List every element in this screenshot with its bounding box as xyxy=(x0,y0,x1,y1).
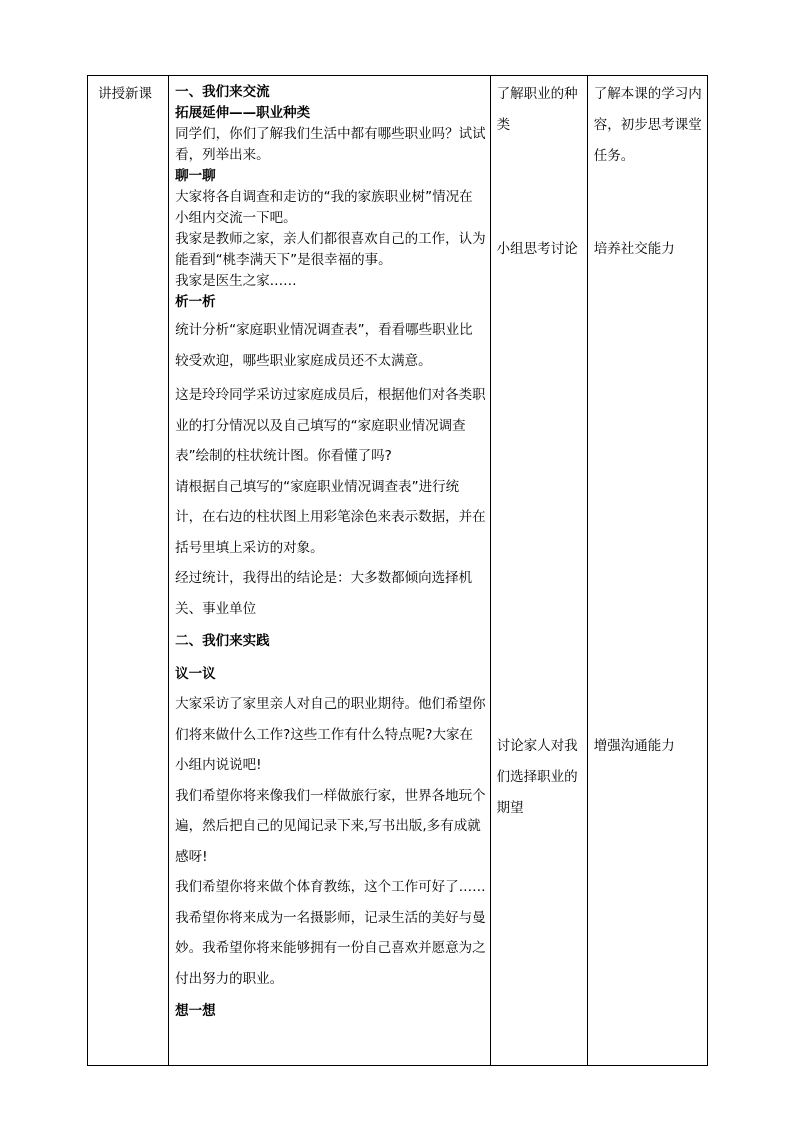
teaching-content xyxy=(169,76,490,1027)
table-row xyxy=(88,76,708,1066)
subsection-title: 议一议 xyxy=(175,665,216,682)
subsection-title: 想一想 xyxy=(175,1003,216,1019)
subsection-title: 聊一聊 xyxy=(175,168,216,184)
paragraph: 统计分析“家庭职业情况调查表”，看看哪些职业比较受欢迎，哪些职业家庭成员还不太满意。 xyxy=(175,322,473,369)
student-activity-cell xyxy=(490,76,587,1066)
paragraph: 我们希望你将来像我们一样做旅行家，世界各地玩个遍，然后把自己的见闻记录下来,写书出版,多有成就感呀! xyxy=(175,787,486,865)
paragraph: 同学们，你们了解我们生活中都有哪些职业吗？试试看，列举出来。 xyxy=(175,126,486,163)
paragraph: 大家将各自调查和走访的“我的家族职业树”情况在小组内交流一下吧。 xyxy=(175,189,473,226)
section-title: 二、我们来实践 xyxy=(175,633,270,649)
activity-text: 讨论家人对我们选择职业的期望 xyxy=(496,738,578,816)
goal-text: 了解本课的学习内容，初步思考课堂任务。 xyxy=(593,86,702,164)
paragraph: 我家是医生之家…… xyxy=(175,273,297,289)
paragraph: 我家是教师之家，亲人们都很喜欢自己的工作，认为能看到“桃李满天下”是很幸福的事。 xyxy=(175,231,486,268)
goal-text: 增强沟通能力 xyxy=(593,738,675,754)
paragraph: 请根据自己填写的“家庭职业情况调查表”进行统计，在右边的柱状图上用彩笔涂色来表示数据，并在括号里填上采访的对象。 xyxy=(175,478,486,556)
section-title: 一、我们来交流 xyxy=(175,84,270,100)
row-label: 讲授新课 xyxy=(98,86,152,102)
subsection-title: 析一析 xyxy=(175,294,216,310)
subsection-title: 拓展延伸——职业种类 xyxy=(175,105,311,121)
row-label-cell xyxy=(88,76,169,1066)
paragraph: 经过统计，我得出的结论是：大多数都倾向选择机关、事业单位 xyxy=(175,570,473,617)
activity-text: 了解职业的种类 xyxy=(496,86,578,133)
teaching-content-cell xyxy=(169,76,491,1066)
lesson-plan-table xyxy=(87,75,708,1066)
design-intent xyxy=(588,76,707,1065)
student-activity xyxy=(491,76,587,1065)
activity-text: 小组思考讨论 xyxy=(496,241,578,257)
paragraph: 我希望你将来成为一名摄影师，记录生活的美好与曼妙。我希望你将来能够拥有一份自己喜欢并愿意为之付出努力的职业。 xyxy=(175,909,486,987)
paragraph: 我们希望你将来做个体育教练，这个工作可好了…… xyxy=(175,879,486,895)
paragraph: 大家采访了家里亲人对自己的职业期待。他们希望你们将来做什么工作?这些工作有什么特点呢?大家在小组内说说吧! xyxy=(175,696,486,773)
goal-text: 培养社交能力 xyxy=(593,241,675,257)
design-intent-cell xyxy=(587,76,707,1066)
paragraph: 这是玲玲同学采访过家庭成员后，根据他们对各类职业的打分情况以及自己填写的“家庭职业情况调查表”绘制的柱状统计图。你看懂了吗? xyxy=(175,387,486,464)
